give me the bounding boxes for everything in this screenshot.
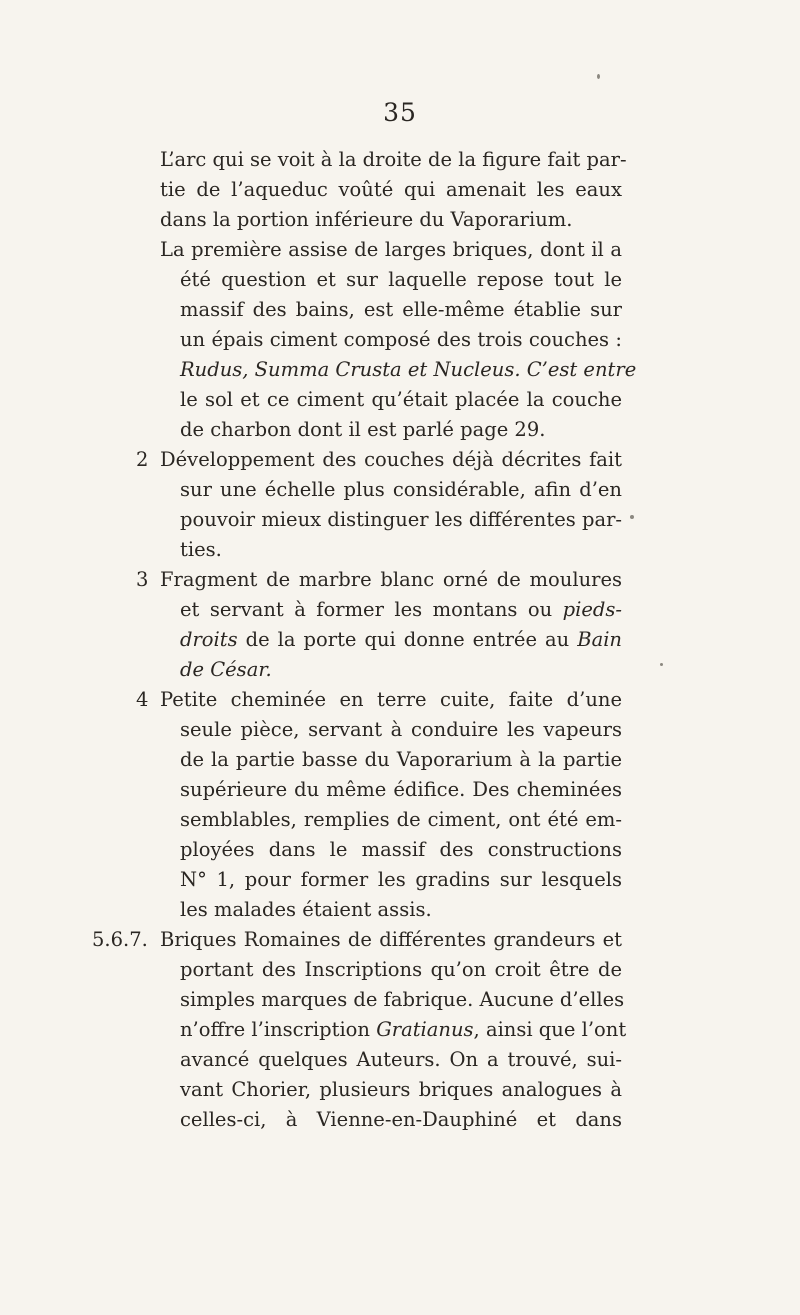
paper-speck — [597, 74, 600, 79]
text-line: ties. — [180, 538, 222, 561]
entry-number: 4 — [136, 688, 149, 711]
text-line: le sol et ce ciment qu’était placée la couche — [180, 388, 622, 411]
text-line: seule pièce, servant à conduire les vapeurs — [180, 718, 622, 741]
text-line: celles-ci, à Vienne-en-Dauphiné et dans — [180, 1108, 622, 1131]
text-line: Petite cheminée en terre cuite, faite d’une — [160, 688, 622, 711]
text-line: de César. — [180, 658, 272, 681]
entry-number: 2 — [136, 448, 149, 471]
text-line: simples marques de fabrique. Aucune d’elles — [180, 988, 625, 1011]
text-line: dans la portion inférieure du Vaporarium. — [160, 208, 573, 231]
text-line: semblables, remplies de ciment, ont été em- — [180, 808, 622, 831]
text-line: ployées dans le massif des constructions — [180, 838, 622, 861]
text-line: Rudus, Summa Crusta et Nucleus. C’est entre — [180, 358, 637, 381]
text-line: portant des Inscriptions qu’on croit être de — [180, 958, 622, 981]
text-line: les malades étaient assis. — [180, 898, 432, 921]
page-number: 35 — [383, 98, 417, 127]
text-line: de la partie basse du Vaporarium à la partie — [180, 748, 622, 771]
text-line: n’offre l’inscription Gratianus, ainsi que l’ont — [180, 1018, 627, 1041]
text-line: pouvoir mieux distinguer les différentes par- — [180, 508, 622, 531]
text-line: sur une échelle plus considérable, afin d’en — [180, 478, 622, 501]
text-line: supérieure du même édifice. Des cheminées — [180, 778, 622, 801]
text-line: L’arc qui se voit à la droite de la figure fait par- — [160, 148, 627, 171]
text-line: vant Chorier, plusieurs briques analogues à — [180, 1078, 622, 1101]
text-line: La première assise de larges briques, dont il a — [160, 238, 622, 261]
paper-speck — [660, 663, 663, 666]
text-line: droits de la porte qui donne entrée au Bain — [180, 628, 622, 651]
paper-speck — [630, 515, 634, 519]
text-line: massif des bains, est elle-même établie sur — [180, 298, 622, 321]
text-line: et servant à former les montans ou pieds- — [180, 598, 622, 621]
text-line: Briques Romaines de différentes grandeurs et — [160, 928, 622, 951]
text-line: un épais ciment composé des trois couches : — [180, 328, 622, 351]
entry-number: 5.6.7. — [92, 928, 148, 951]
text-line: avancé quelques Auteurs. On a trouvé, sui- — [180, 1048, 622, 1071]
text-line: N° 1, pour former les gradins sur lesquels — [180, 868, 622, 891]
text-line: Développement des couches déjà décrites fait — [160, 448, 622, 471]
text-line: Fragment de marbre blanc orné de moulures — [160, 568, 622, 591]
text-line: tie de l’aqueduc voûté qui amenait les eaux — [160, 178, 622, 201]
text-line: de charbon dont il est parlé page 29. — [180, 418, 546, 441]
entry-number: 3 — [136, 568, 149, 591]
text-line: été question et sur laquelle repose tout le — [180, 268, 622, 291]
